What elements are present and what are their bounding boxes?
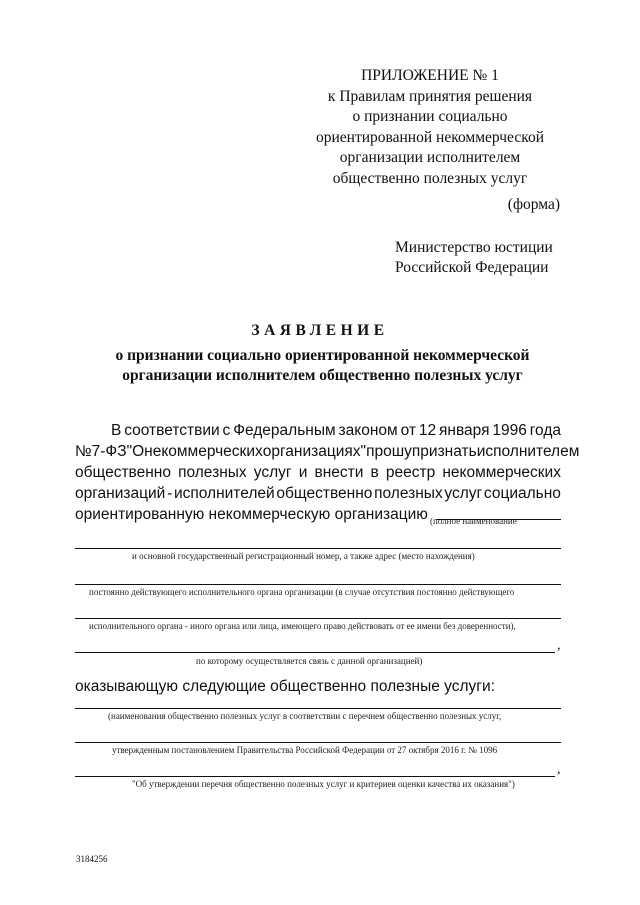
field-hint-full-name: (полное наименование — [430, 516, 517, 526]
word: полезных — [178, 464, 247, 481]
word: прошу — [366, 443, 412, 460]
body-line — [75, 420, 561, 441]
addressee-line: Министерство юстиции — [395, 239, 553, 256]
word: 12 — [418, 422, 437, 439]
word: - — [167, 485, 173, 502]
word: 7-ФЗ — [91, 443, 127, 460]
word: и — [298, 464, 308, 481]
blank-line-4[interactable] — [75, 652, 555, 653]
body-line — [75, 462, 561, 483]
word: реестр — [385, 464, 436, 481]
word: полезных — [374, 485, 443, 502]
word: организаций — [75, 485, 166, 502]
services-label: оказывающую следующие общественно полезные услуги: — [75, 678, 495, 695]
word: в — [370, 464, 379, 481]
appendix-line: организации исполнителем — [339, 149, 521, 166]
word: внести — [314, 464, 364, 481]
blank-line-3[interactable] — [75, 618, 561, 619]
document-number: 3184256 — [76, 854, 108, 864]
blank-line-1[interactable] — [75, 548, 561, 549]
word: услуг — [253, 464, 292, 481]
application-body — [75, 420, 580, 525]
subtitle-line: о признании социально ориентированной некоммерческой — [115, 347, 530, 364]
document-title: ЗАЯВЛЕНИЕ — [251, 322, 389, 339]
appendix-line: ориентированной некоммерческой — [315, 128, 544, 146]
word: общественно — [75, 464, 171, 481]
word: законом — [338, 422, 398, 439]
word: соответствии — [124, 422, 220, 439]
document-subtitle — [75, 346, 570, 386]
word: с — [222, 422, 231, 439]
body-line — [75, 483, 561, 504]
word: № — [75, 443, 92, 460]
appendix-title: ПРИЛОЖЕНИЕ № 1 — [361, 67, 499, 84]
blank-line-2[interactable] — [75, 584, 561, 585]
appendix-line: общественно полезных услуг — [332, 169, 528, 187]
word: услуг — [444, 485, 483, 502]
word: года — [529, 422, 561, 439]
word: исполнителем — [476, 443, 580, 460]
word: признать — [411, 443, 477, 460]
trailing-comma: , — [557, 638, 561, 653]
field-hint-other-body: исполнительного органа - иного органа или лица, имеющего право действовать от ее имени без доверенности), — [89, 621, 516, 631]
blank-line-services-2[interactable] — [75, 742, 561, 743]
body-text-end: ориентированную некоммерческую организацию — [75, 506, 428, 523]
body-line — [75, 441, 580, 462]
appendix-header — [300, 66, 560, 189]
word: Федеральным — [233, 422, 336, 439]
field-hint-services: (наименования общественно полезных услуг в соответствии с перечнем общественно полезных услуг, — [108, 711, 502, 721]
word: В — [111, 422, 122, 439]
trailing-comma: , — [557, 762, 561, 777]
appendix-line: о признании социально — [352, 108, 508, 125]
field-hint-registration: и основной государственный регистрационный номер, а также адрес (место нахождения) — [132, 551, 475, 561]
word: исполнителей — [173, 485, 275, 502]
addressee-block — [395, 238, 553, 278]
word: января — [438, 422, 490, 439]
addressee-line: Российской Федерации — [395, 259, 549, 276]
word: от — [400, 422, 416, 439]
subtitle-line: организации исполнителем общественно полезных услуг — [122, 367, 523, 384]
word: некоммерческих — [442, 464, 561, 481]
field-hint-resolution: утвержденным постановлением Правительства Российской Федерации от 27 октября 2016 г. № 1096 — [112, 745, 498, 755]
field-hint-executive-body: постоянно действующего исполнительного органа организации (в случае отсутствия постоянно действующего — [89, 587, 515, 597]
word: социально — [483, 485, 561, 502]
word: 1996 — [492, 422, 527, 439]
word: организациях" — [262, 443, 367, 460]
word: "О — [126, 443, 145, 460]
form-label: (форма) — [507, 196, 560, 213]
blank-line-services-1[interactable] — [75, 708, 561, 709]
blank-line-services-3[interactable] — [75, 776, 555, 777]
field-hint-criteria: "Об утверждении перечня общественно полезных услуг и критериев оценки качества их оказания") — [132, 779, 515, 789]
field-hint-contact: по которому осуществляется связь с данной организацией) — [196, 656, 423, 666]
word: некоммерческих — [144, 443, 263, 460]
appendix-line: к Правилам принятия решения — [327, 87, 533, 105]
word: общественно — [276, 485, 373, 502]
